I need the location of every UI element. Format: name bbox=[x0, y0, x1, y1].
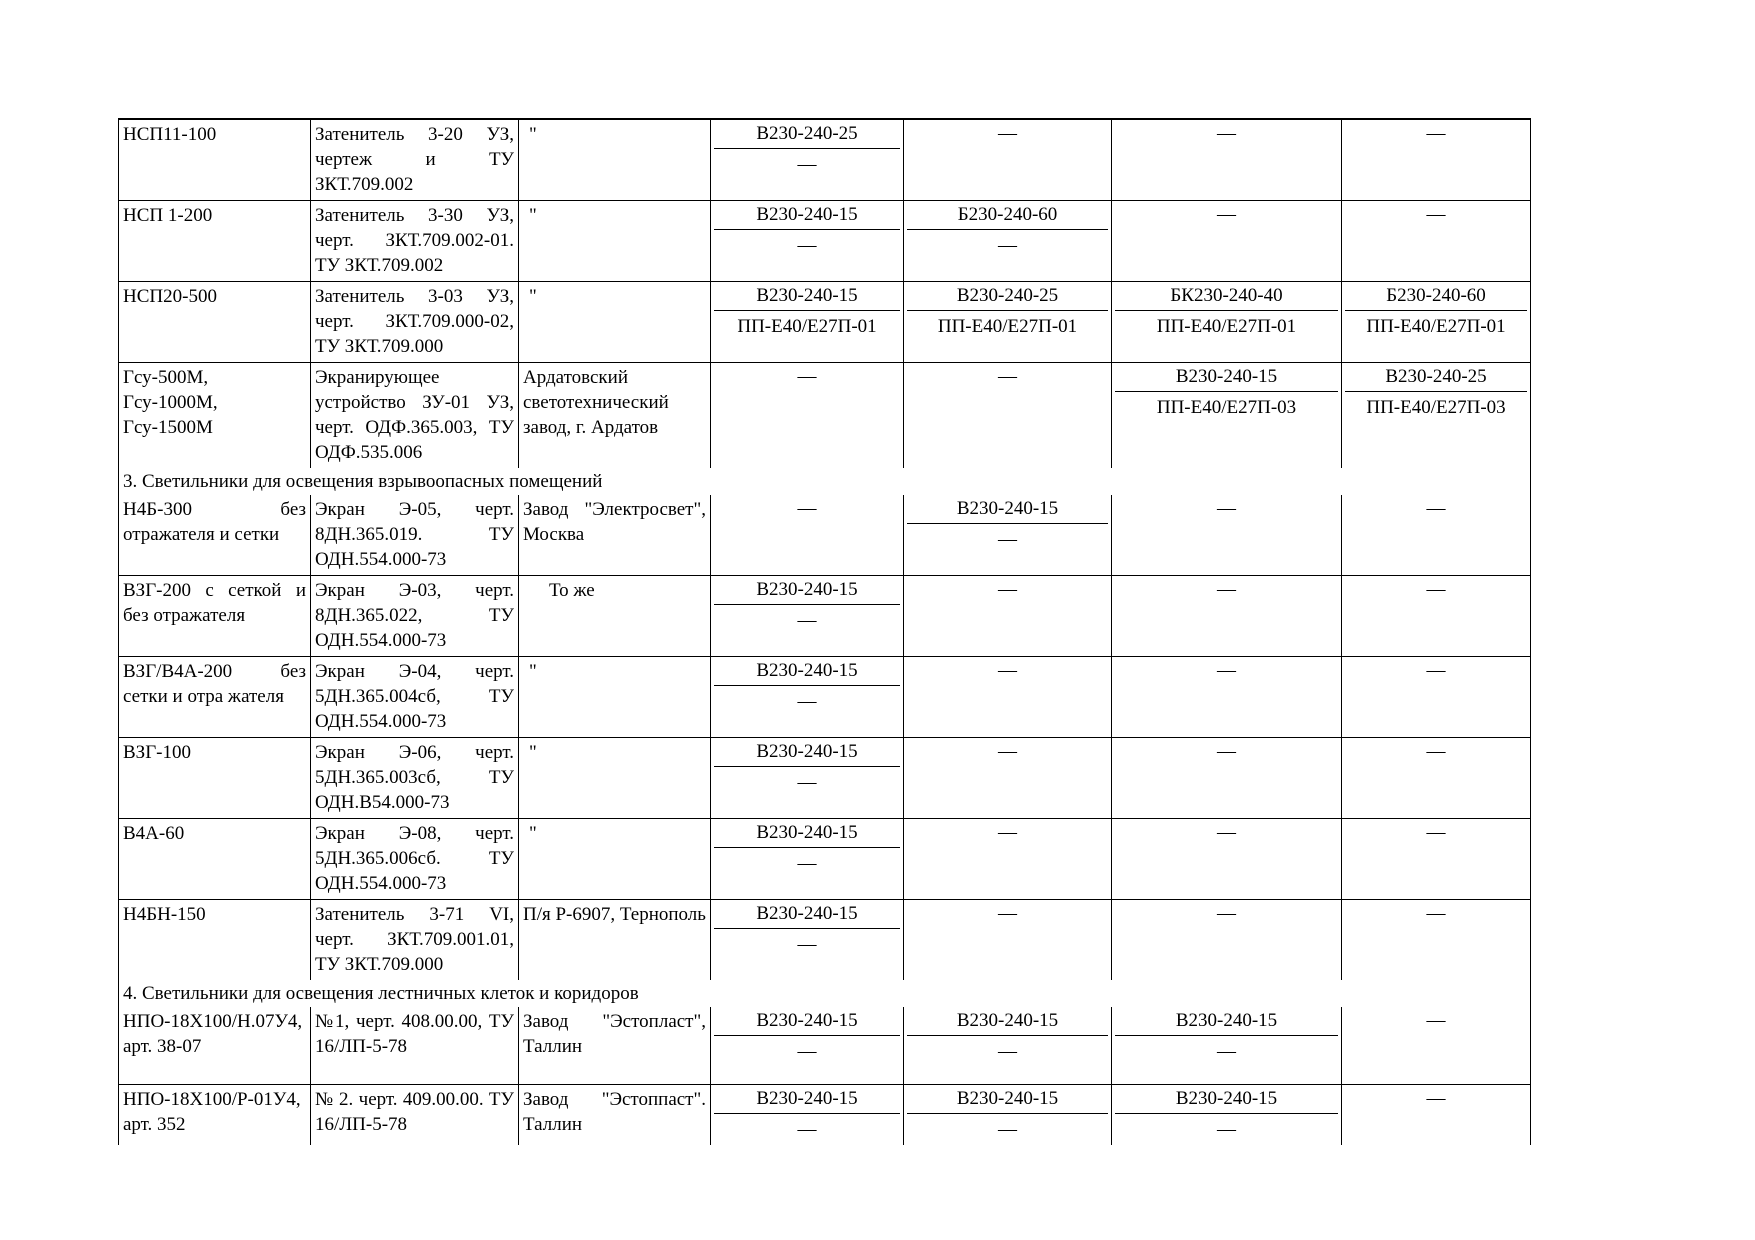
dash: — bbox=[1426, 204, 1446, 225]
socket-type: ПП-Е40/Е27П-01 bbox=[1156, 316, 1297, 337]
lamp-cell-2 bbox=[904, 1084, 1112, 1145]
lamp-cell-1 bbox=[711, 819, 904, 900]
lamp-cell-2 bbox=[904, 900, 1112, 981]
lamp-cell-2 bbox=[904, 576, 1112, 657]
lamp-cell-3 bbox=[1112, 1084, 1342, 1145]
lamp-cell-1 bbox=[711, 282, 904, 363]
socket-type: ПП-Е40/Е27П-03 bbox=[1156, 397, 1297, 418]
table-row bbox=[119, 119, 1531, 201]
luminaire-name-cell: НПО-18Х100/Н.07У4, арт. 38-07 bbox=[119, 1007, 311, 1084]
lamp-cell-3 bbox=[1112, 657, 1342, 738]
table-row bbox=[119, 201, 1531, 282]
dash: — bbox=[1217, 903, 1236, 924]
lamp-type: В230-240-25 bbox=[907, 283, 1108, 311]
lamp-cell-3 bbox=[1112, 495, 1342, 576]
shading-device-cell: Затенитель 3-71 VI, черт. ЗКТ.709.001.01, ТУ ЗКТ.709.000 bbox=[311, 900, 519, 981]
luminaire-name-cell: ВЗГ/В4А-200 без сетки и отра жателя bbox=[119, 657, 311, 738]
socket-type: ПП-Е40/Е27П-01 bbox=[737, 316, 877, 337]
lamp-cell-3 bbox=[1112, 363, 1342, 469]
luminaire-name-cell: Н4БН-150 bbox=[119, 900, 311, 981]
manufacturer-cell bbox=[519, 495, 711, 576]
lamp-cell-3 bbox=[1112, 576, 1342, 657]
luminaire-name-cell: НПО-18Х100/Р-01У4, арт. 352 bbox=[119, 1084, 311, 1145]
table-row bbox=[119, 738, 1531, 819]
same-as-above: То же bbox=[549, 580, 595, 601]
manufacturer-text: Завод "Эстоппаст". Таллин bbox=[523, 1088, 706, 1135]
dash: — bbox=[1426, 579, 1446, 600]
table-row bbox=[119, 495, 1531, 576]
luminaire-name-cell: Н4Б-300 без отражателя и сетки bbox=[119, 495, 311, 576]
dash: — bbox=[1426, 123, 1446, 144]
shading-device-cell: Экранирующее устройство ЗУ-01 УЗ, черт. ОДФ.365.003, ТУ ОДФ.535.006 bbox=[311, 363, 519, 469]
luminaire-name-cell: НСП11-100 bbox=[119, 119, 311, 201]
manufacturer-cell bbox=[519, 819, 711, 900]
lamp-cell-2 bbox=[904, 363, 1112, 469]
shading-device-cell: Затенитель 3-30 УЗ, черт. ЗКТ.709.002-01. ТУ ЗКТ.709.002 bbox=[311, 201, 519, 282]
lamp-cell-3 bbox=[1112, 282, 1342, 363]
lamp-cell-1 bbox=[711, 1084, 904, 1145]
socket-type: — bbox=[797, 235, 817, 256]
dash: — bbox=[998, 903, 1017, 924]
lamp-cell-4 bbox=[1342, 738, 1531, 819]
table-body bbox=[119, 119, 1531, 1145]
dash: — bbox=[1426, 660, 1446, 681]
lamp-type: В230-240-15 bbox=[714, 577, 900, 605]
table-row bbox=[119, 363, 1531, 469]
lamp-type: В230-240-15 bbox=[714, 202, 900, 230]
lamp-cell-1 bbox=[711, 495, 904, 576]
lamps-table bbox=[118, 118, 1531, 1145]
lamp-type: В230-240-15 bbox=[714, 739, 900, 767]
lamp-type: В230-240-25 bbox=[714, 121, 900, 149]
dash: — bbox=[797, 366, 817, 387]
lamp-type: В230-240-15 bbox=[714, 1008, 900, 1036]
dash: — bbox=[1217, 660, 1236, 681]
lamp-type: В230-240-15 bbox=[1115, 364, 1338, 392]
dash: — bbox=[1217, 498, 1236, 519]
ditto-mark: " bbox=[529, 205, 537, 226]
socket-type: — bbox=[998, 1041, 1017, 1062]
socket-type: — bbox=[797, 934, 817, 955]
lamp-cell-1 bbox=[711, 363, 904, 469]
lamp-type: В230-240-15 bbox=[714, 1086, 900, 1114]
lamp-type: В230-240-15 bbox=[714, 283, 900, 311]
manufacturer-cell bbox=[519, 1084, 711, 1145]
lamp-cell-4 bbox=[1342, 119, 1531, 201]
lamp-cell-1 bbox=[711, 119, 904, 201]
dash: — bbox=[1217, 579, 1236, 600]
lamp-cell-1 bbox=[711, 657, 904, 738]
lamp-cell-4 bbox=[1342, 201, 1531, 282]
lamp-type: В230-240-15 bbox=[1115, 1008, 1338, 1036]
lamp-cell-3 bbox=[1112, 738, 1342, 819]
dash: — bbox=[1217, 822, 1236, 843]
ditto-mark: " bbox=[529, 742, 537, 763]
dash: — bbox=[1426, 1010, 1446, 1031]
manufacturer-cell bbox=[519, 119, 711, 201]
dash: — bbox=[1217, 741, 1236, 762]
lamp-type: В230-240-15 bbox=[714, 820, 900, 848]
socket-type: — bbox=[797, 691, 817, 712]
luminaire-name-cell bbox=[119, 363, 311, 469]
socket-type: ПП-Е40/Е27П-01 bbox=[937, 316, 1078, 337]
dash: — bbox=[1426, 741, 1446, 762]
socket-type: ПП-Е40/Е27П-03 bbox=[1366, 397, 1506, 418]
dash: — bbox=[998, 123, 1017, 144]
table-row bbox=[119, 900, 1531, 981]
socket-type: — bbox=[797, 1041, 817, 1062]
lamp-cell-4 bbox=[1342, 1084, 1531, 1145]
lamp-cell-1 bbox=[711, 201, 904, 282]
table-row bbox=[119, 819, 1531, 900]
luminaire-name-cell: ВЗГ-100 bbox=[119, 738, 311, 819]
lamp-cell-2 bbox=[904, 119, 1112, 201]
manufacturer-text: Ардатовский светотехнический завод, г. Ардатов bbox=[523, 367, 669, 438]
socket-type: — bbox=[797, 610, 817, 631]
lamp-cell-4 bbox=[1342, 363, 1531, 469]
lamp-type: В230-240-15 bbox=[714, 658, 900, 686]
shading-device-cell: Затенитель 3-20 УЗ, чертеж и ТУ ЗКТ.709.002 bbox=[311, 119, 519, 201]
lamp-cell-2 bbox=[904, 657, 1112, 738]
lamp-type: В230-240-15 bbox=[907, 496, 1108, 524]
table-row bbox=[119, 1007, 1531, 1084]
dash: — bbox=[1217, 123, 1236, 144]
dash: — bbox=[998, 822, 1017, 843]
shading-device-cell: Экран Э-04, черт. 5ДН.365.004сб, ТУ ОДН.554.000-73 bbox=[311, 657, 519, 738]
ditto-mark: " bbox=[529, 823, 537, 844]
shading-device-cell: № 2. черт. 409.00.00. ТУ 16/ЛП-5-78 bbox=[311, 1084, 519, 1145]
socket-type: — bbox=[1217, 1118, 1236, 1140]
shading-device-cell: Экран Э-06, черт. 5ДН.365.003сб, ТУ ОДН.В54.000-73 bbox=[311, 738, 519, 819]
lamp-type: В230-240-15 bbox=[907, 1008, 1108, 1036]
lamp-cell-1 bbox=[711, 900, 904, 981]
section-title: 3. Светильники для освещения взрывоопасных помещений bbox=[119, 468, 1531, 495]
lamp-cell-2 bbox=[904, 738, 1112, 819]
luminaire-name-cell: НСП20-500 bbox=[119, 282, 311, 363]
lamp-cell-3 bbox=[1112, 900, 1342, 981]
lamp-cell-3 bbox=[1112, 201, 1342, 282]
lamp-cell-1 bbox=[711, 576, 904, 657]
lamp-cell-4 bbox=[1342, 900, 1531, 981]
ditto-mark: " bbox=[529, 286, 537, 307]
dash: — bbox=[998, 579, 1017, 600]
manufacturer-cell bbox=[519, 1007, 711, 1084]
dash: — bbox=[1217, 204, 1236, 225]
dash: — bbox=[1426, 822, 1446, 843]
table-row bbox=[119, 282, 1531, 363]
shading-device-cell: Экран Э-08, черт. 5ДН.365.006сб. ТУ ОДН.554.000-73 bbox=[311, 819, 519, 900]
lamp-cell-1 bbox=[711, 1007, 904, 1084]
socket-type: — bbox=[797, 154, 817, 175]
lamp-cell-3 bbox=[1112, 119, 1342, 201]
luminaire-name-line: Гсу-1000М, bbox=[123, 392, 218, 413]
manufacturer-cell bbox=[519, 900, 711, 981]
manufacturer-text: П/я Р-6907, Тернополь bbox=[523, 904, 706, 925]
manufacturer-cell bbox=[519, 576, 711, 657]
lamp-cell-2 bbox=[904, 201, 1112, 282]
lamp-type: В230-240-15 bbox=[1115, 1086, 1338, 1114]
luminaire-name-cell: НСП 1-200 bbox=[119, 201, 311, 282]
dash: — bbox=[998, 741, 1017, 762]
lamp-type: В230-240-15 bbox=[907, 1086, 1108, 1114]
manufacturer-cell bbox=[519, 201, 711, 282]
lamp-type: Б230-240-60 bbox=[907, 202, 1108, 230]
dash: — bbox=[1426, 1087, 1446, 1109]
lamp-type: В230-240-25 bbox=[1345, 364, 1527, 392]
shading-device-cell: №1, черт. 408.00.00, ТУ 16/ЛП-5-78 bbox=[311, 1007, 519, 1084]
manufacturer-cell bbox=[519, 282, 711, 363]
lamp-type: БК230-240-40 bbox=[1115, 283, 1338, 311]
ditto-mark: " bbox=[529, 124, 537, 145]
shading-device-cell: Затенитель 3-03 УЗ, черт. ЗКТ.709.000-02, ТУ ЗКТ.709.000 bbox=[311, 282, 519, 363]
socket-type: ПП-Е40/Е27П-01 bbox=[1366, 316, 1506, 337]
table-row bbox=[119, 576, 1531, 657]
table-row bbox=[119, 1084, 1531, 1145]
socket-type: — bbox=[998, 235, 1017, 256]
lamp-cell-2 bbox=[904, 1007, 1112, 1084]
lamp-type: В230-240-15 bbox=[714, 901, 900, 929]
dash: — bbox=[1426, 498, 1446, 519]
table-row bbox=[119, 657, 1531, 738]
section-title: 4. Светильники для освещения лестничных клеток и коридоров bbox=[119, 980, 1531, 1007]
socket-type: — bbox=[998, 1118, 1017, 1140]
luminaire-name-cell: В4А-60 bbox=[119, 819, 311, 900]
dash: — bbox=[1426, 903, 1446, 924]
section-row bbox=[119, 468, 1531, 495]
lamp-cell-4 bbox=[1342, 657, 1531, 738]
lamp-cell-3 bbox=[1112, 819, 1342, 900]
socket-type: — bbox=[1217, 1041, 1236, 1062]
lamp-cell-2 bbox=[904, 282, 1112, 363]
dash: — bbox=[998, 660, 1017, 681]
lamp-cell-2 bbox=[904, 495, 1112, 576]
ditto-mark: " bbox=[529, 661, 537, 682]
shading-device-cell: Экран Э-03, черт. 8ДН.365.022, ТУ ОДН.554.000-73 bbox=[311, 576, 519, 657]
luminaire-name-line: Гсу-1500М bbox=[123, 417, 213, 438]
lamp-cell-3 bbox=[1112, 1007, 1342, 1084]
socket-type: — bbox=[797, 1118, 817, 1140]
section-row bbox=[119, 980, 1531, 1007]
manufacturer-text: Завод "Электросвет", Москва bbox=[523, 499, 706, 545]
dash: — bbox=[998, 366, 1017, 387]
manufacturer-cell bbox=[519, 738, 711, 819]
dash: — bbox=[797, 498, 817, 519]
lamp-cell-1 bbox=[711, 738, 904, 819]
luminaire-name-cell: ВЗГ-200 с сеткой и без отражателя bbox=[119, 576, 311, 657]
lamp-cell-4 bbox=[1342, 1007, 1531, 1084]
lamp-cell-4 bbox=[1342, 495, 1531, 576]
manufacturer-cell bbox=[519, 657, 711, 738]
socket-type: — bbox=[797, 853, 817, 874]
socket-type: — bbox=[998, 529, 1017, 550]
lamp-cell-4 bbox=[1342, 282, 1531, 363]
socket-type: — bbox=[797, 772, 817, 793]
luminaire-name-line: Гсу-500М, bbox=[123, 367, 209, 388]
lamp-type: Б230-240-60 bbox=[1345, 283, 1527, 311]
lamp-cell-2 bbox=[904, 819, 1112, 900]
shading-device-cell: Экран Э-05, черт. 8ДН.365.019. ТУ ОДН.554.000-73 bbox=[311, 495, 519, 576]
manufacturer-cell bbox=[519, 363, 711, 469]
lamp-cell-4 bbox=[1342, 819, 1531, 900]
manufacturer-text: Завод "Эстопласт", Таллин bbox=[523, 1011, 706, 1057]
lamp-cell-4 bbox=[1342, 576, 1531, 657]
